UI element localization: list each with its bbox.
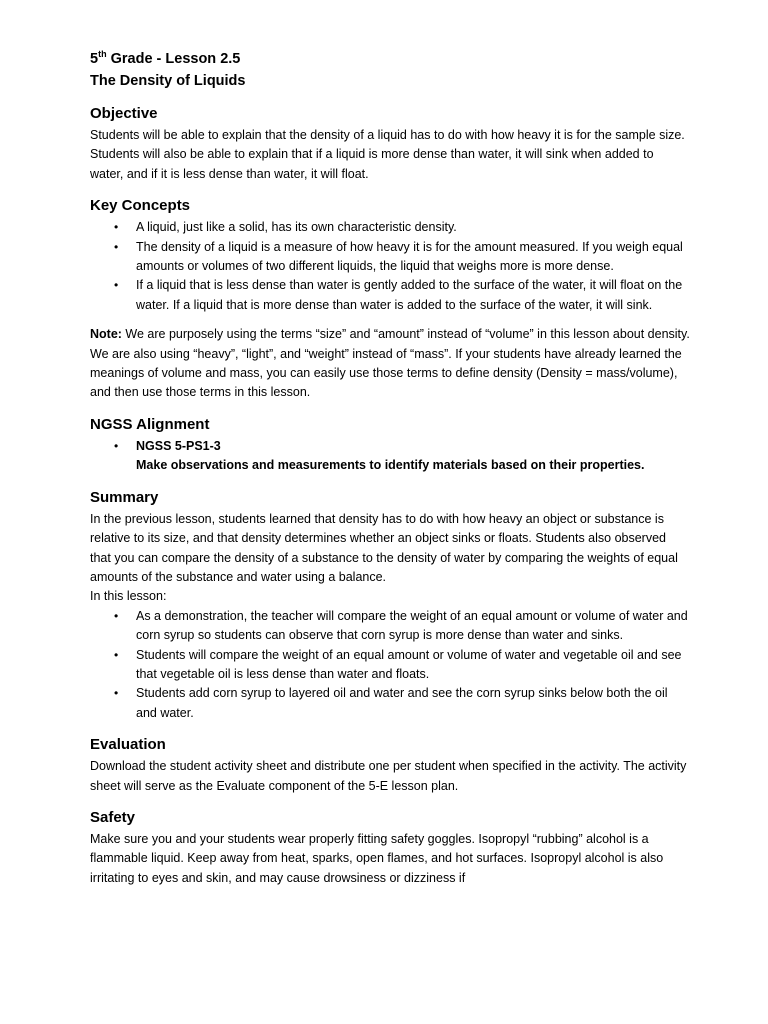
- bullet-icon: •: [114, 239, 119, 254]
- evaluation-heading: Evaluation: [90, 736, 166, 754]
- safety-text: Make sure you and your students wear properly fitting safety goggles. Isopropyl “rubbing” alcohol is a flammable liquid. Keep away from heat, sparks, open flames, and hot surfaces. Isopropyl alcohol is also irritating to eyes and skin, and may cause drowsiness or dizziness if: [90, 831, 664, 885]
- list-item: [90, 238, 690, 277]
- list-item: [90, 218, 690, 237]
- bullet-icon: •: [114, 647, 119, 662]
- lesson-document: [90, 48, 690, 888]
- summary-heading: Summary: [90, 488, 159, 506]
- grade-suffix: th: [98, 49, 107, 60]
- note-label: Note:: [90, 327, 122, 342]
- bullet-icon: •: [114, 608, 119, 623]
- bullet-icon: •: [114, 686, 119, 701]
- safety-heading: Safety: [90, 808, 136, 826]
- note-paragraph: [90, 325, 690, 403]
- grade-lesson-text: Grade - Lesson 2.5: [106, 51, 241, 67]
- grade-lesson-line: [90, 48, 690, 70]
- key-concepts-heading: Key Concepts: [90, 197, 191, 215]
- bullet-icon: •: [114, 278, 119, 293]
- ngss-code: NGSS 5-PS1-3: [136, 438, 221, 453]
- summary-item-text: Students will compare the weight of an equal amount or volume of water and vegetable oil and see that vegetable oil is less dense than water and floats.: [136, 647, 682, 681]
- summary-item-text: As a demonstration, the teacher will compare the weight of an equal amount or volume of water and corn syrup so students can observe that corn syrup is more dense than water and sinks.: [136, 608, 688, 643]
- summary-intro: In this lesson:: [90, 589, 167, 604]
- key-concepts-list: [90, 218, 690, 315]
- list-item: [90, 607, 690, 646]
- ngss-heading: NGSS Alignment: [90, 415, 210, 433]
- key-concept-text: The density of a liquid is a measure of how heavy it is for the amount measured. If you weigh equal amounts or volumes of two different liquids, the liquid that weighs more is more dense.: [136, 239, 683, 274]
- bullet-icon: •: [114, 220, 119, 235]
- evaluation-text: Download the student activity sheet and distribute one per student when specified in the activity. The activity sheet will serve as the Evaluate component of the 5-E lesson plan.: [90, 759, 687, 793]
- key-concept-text: A liquid, just like a solid, has its own characteristic density.: [136, 220, 457, 235]
- grade-number: 5: [90, 51, 99, 67]
- ngss-description: Make observations and measurements to identify materials based on their properties.: [136, 458, 645, 473]
- bullet-icon: •: [114, 438, 119, 453]
- key-concept-text: If a liquid that is less dense than water is gently added to the surface of the water, it will float on the water. If a liquid that is more dense than water is added to the surface of the water, it will sink.: [136, 278, 683, 312]
- objective-text: Students will be able to explain that the density of a liquid has to do with how heavy it is for the sample size. Students will also be able to explain that if a liquid is more dense than water, it will sink when added to water, and if it is less dense than water, it will float.: [90, 128, 685, 181]
- ngss-list: [90, 437, 690, 476]
- summary-item-text: Students add corn syrup to layered oil and water and see the corn syrup sinks below both the oil and water.: [136, 686, 668, 720]
- lesson-title: The Density of Liquids: [90, 73, 246, 89]
- summary-list: [90, 607, 690, 723]
- objective-heading: Objective: [90, 105, 158, 122]
- list-item: [90, 684, 690, 723]
- list-item: [90, 437, 690, 476]
- list-item: [90, 276, 690, 315]
- list-item: [90, 646, 690, 685]
- summary-text: In the previous lesson, students learned that density has to do with how heavy an object or substance is relative to its size, and that density determines whether an object sinks or floats. Students also observed that you can compare the density of a substance to the density of water by comparing the weights of equal amounts of the substance and water using a balance.: [90, 511, 678, 584]
- note-text: We are purposely using the terms “size” and “amount” instead of “volume” in this lesson about density. We are also using “heavy”, “light”, and “weight” instead of “mass”. If your students have already learned the meanings of volume and mass, you can easily use those terms to define density (Density = mass/volume), and then use those terms in this lesson.: [90, 327, 690, 400]
